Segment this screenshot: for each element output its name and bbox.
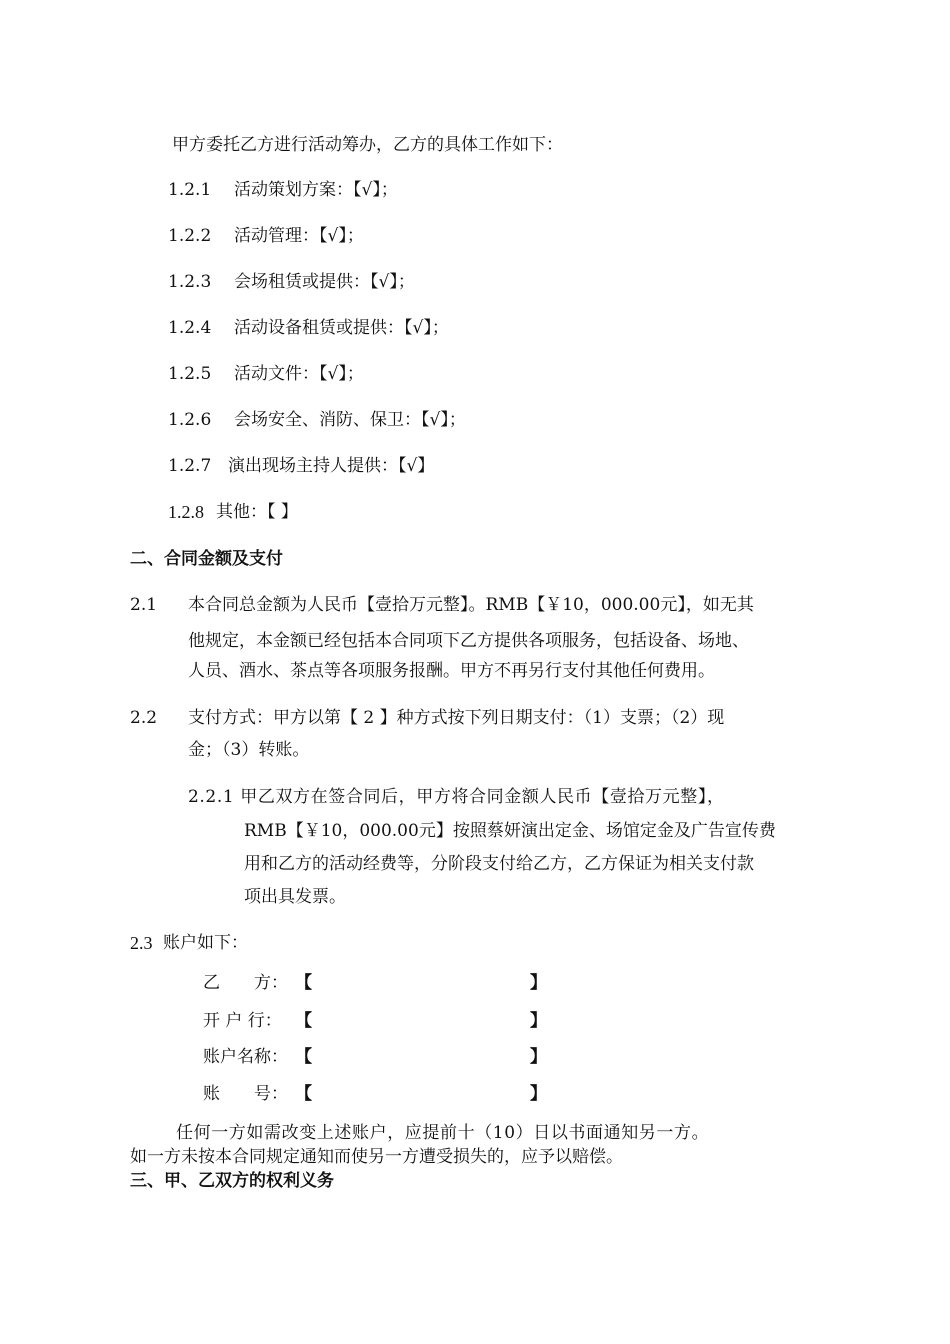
clause-line: 金；（3）转账。 — [188, 740, 310, 760]
item-text: 演出现场主持人提供：【√】 — [228, 456, 435, 476]
item-text: 会场安全、消防、保卫：【√】； — [234, 410, 466, 430]
section-heading: 三、甲、乙双方的权利义务 — [130, 1171, 334, 1191]
bracket-close: 】 — [530, 1084, 547, 1104]
clause-line: 人员、酒水、茶点等各项服务报酬。甲方不再另行支付其他任何费用。 — [188, 661, 715, 681]
bracket-close: 】 — [530, 973, 547, 993]
notice-line: 任何一方如需改变上述账户，应提前十（10）日以书面通知另一方。 — [176, 1123, 710, 1143]
clause-number: 2.3 — [130, 933, 153, 953]
item-number: 1.2.1 — [168, 180, 212, 200]
item-number: 1.2.2 — [168, 226, 212, 246]
clause-line: 用和乙方的活动经费等，分阶段支付给乙方，乙方保证为相关支付款 — [244, 854, 754, 874]
clause-number: 2.2 — [130, 708, 158, 728]
item-text: 活动设备租赁或提供：【√】； — [234, 318, 449, 338]
item-text: 活动文件：【√】； — [234, 364, 364, 384]
bracket-open: 【 — [295, 1011, 312, 1031]
section-heading: 二、合同金额及支付 — [130, 549, 283, 569]
item-number: 1.2.4 — [168, 318, 212, 338]
clause-line: RMB【￥10，000.00元】按照蔡妍演出定金、场馆定金及广告宣传费 — [244, 821, 776, 841]
item-text: 活动策划方案：【√】； — [234, 180, 398, 200]
bracket-close: 】 — [530, 1047, 547, 1067]
bracket-open: 【 — [295, 973, 312, 993]
item-number: 1.2.6 — [168, 410, 212, 430]
account-field-label: 乙 方： — [203, 973, 288, 993]
item-text: 其他：【 】 — [216, 502, 298, 522]
bracket-close: 】 — [530, 1011, 547, 1031]
clause-line: 本合同总金额为人民币【壹拾万元整】。RMB【￥10，000.00元】，如无其 — [188, 595, 754, 615]
account-field-label: 开 户 行： — [203, 1011, 282, 1031]
item-number: 1.2.3 — [168, 272, 212, 292]
item-text: 会场租赁或提供：【√】； — [234, 272, 415, 292]
bracket-open: 【 — [295, 1047, 312, 1067]
clause-line: 支付方式：甲方以第【 2 】种方式按下列日期支付：（1）支票；（2）现 — [188, 708, 725, 728]
clause-line: 2.2.1 甲乙双方在签合同后，甲方将合同金额人民币【壹拾万元整】， — [188, 787, 725, 807]
item-number: 1.2.8 — [168, 502, 204, 522]
clause-number: 2.1 — [130, 595, 158, 615]
clause-label: 账户如下： — [163, 933, 248, 953]
item-number: 1.2.5 — [168, 364, 212, 384]
item-text: 活动管理：【√】； — [234, 226, 364, 246]
notice-line: 如一方未按本合同规定通知而使另一方遭受损失的，应予以赔偿。 — [130, 1147, 623, 1167]
clause-line: 项出具发票。 — [244, 887, 346, 907]
bracket-open: 【 — [295, 1084, 312, 1104]
intro-paragraph: 甲方委托乙方进行活动筹办，乙方的具体工作如下： — [172, 135, 563, 155]
account-field-label: 账户名称： — [203, 1047, 288, 1067]
clause-line: 他规定，本金额已经包括本合同项下乙方提供各项服务，包括设备、场地、 — [188, 631, 749, 651]
account-field-label: 账 号： — [203, 1084, 288, 1104]
item-number: 1.2.7 — [168, 456, 212, 476]
